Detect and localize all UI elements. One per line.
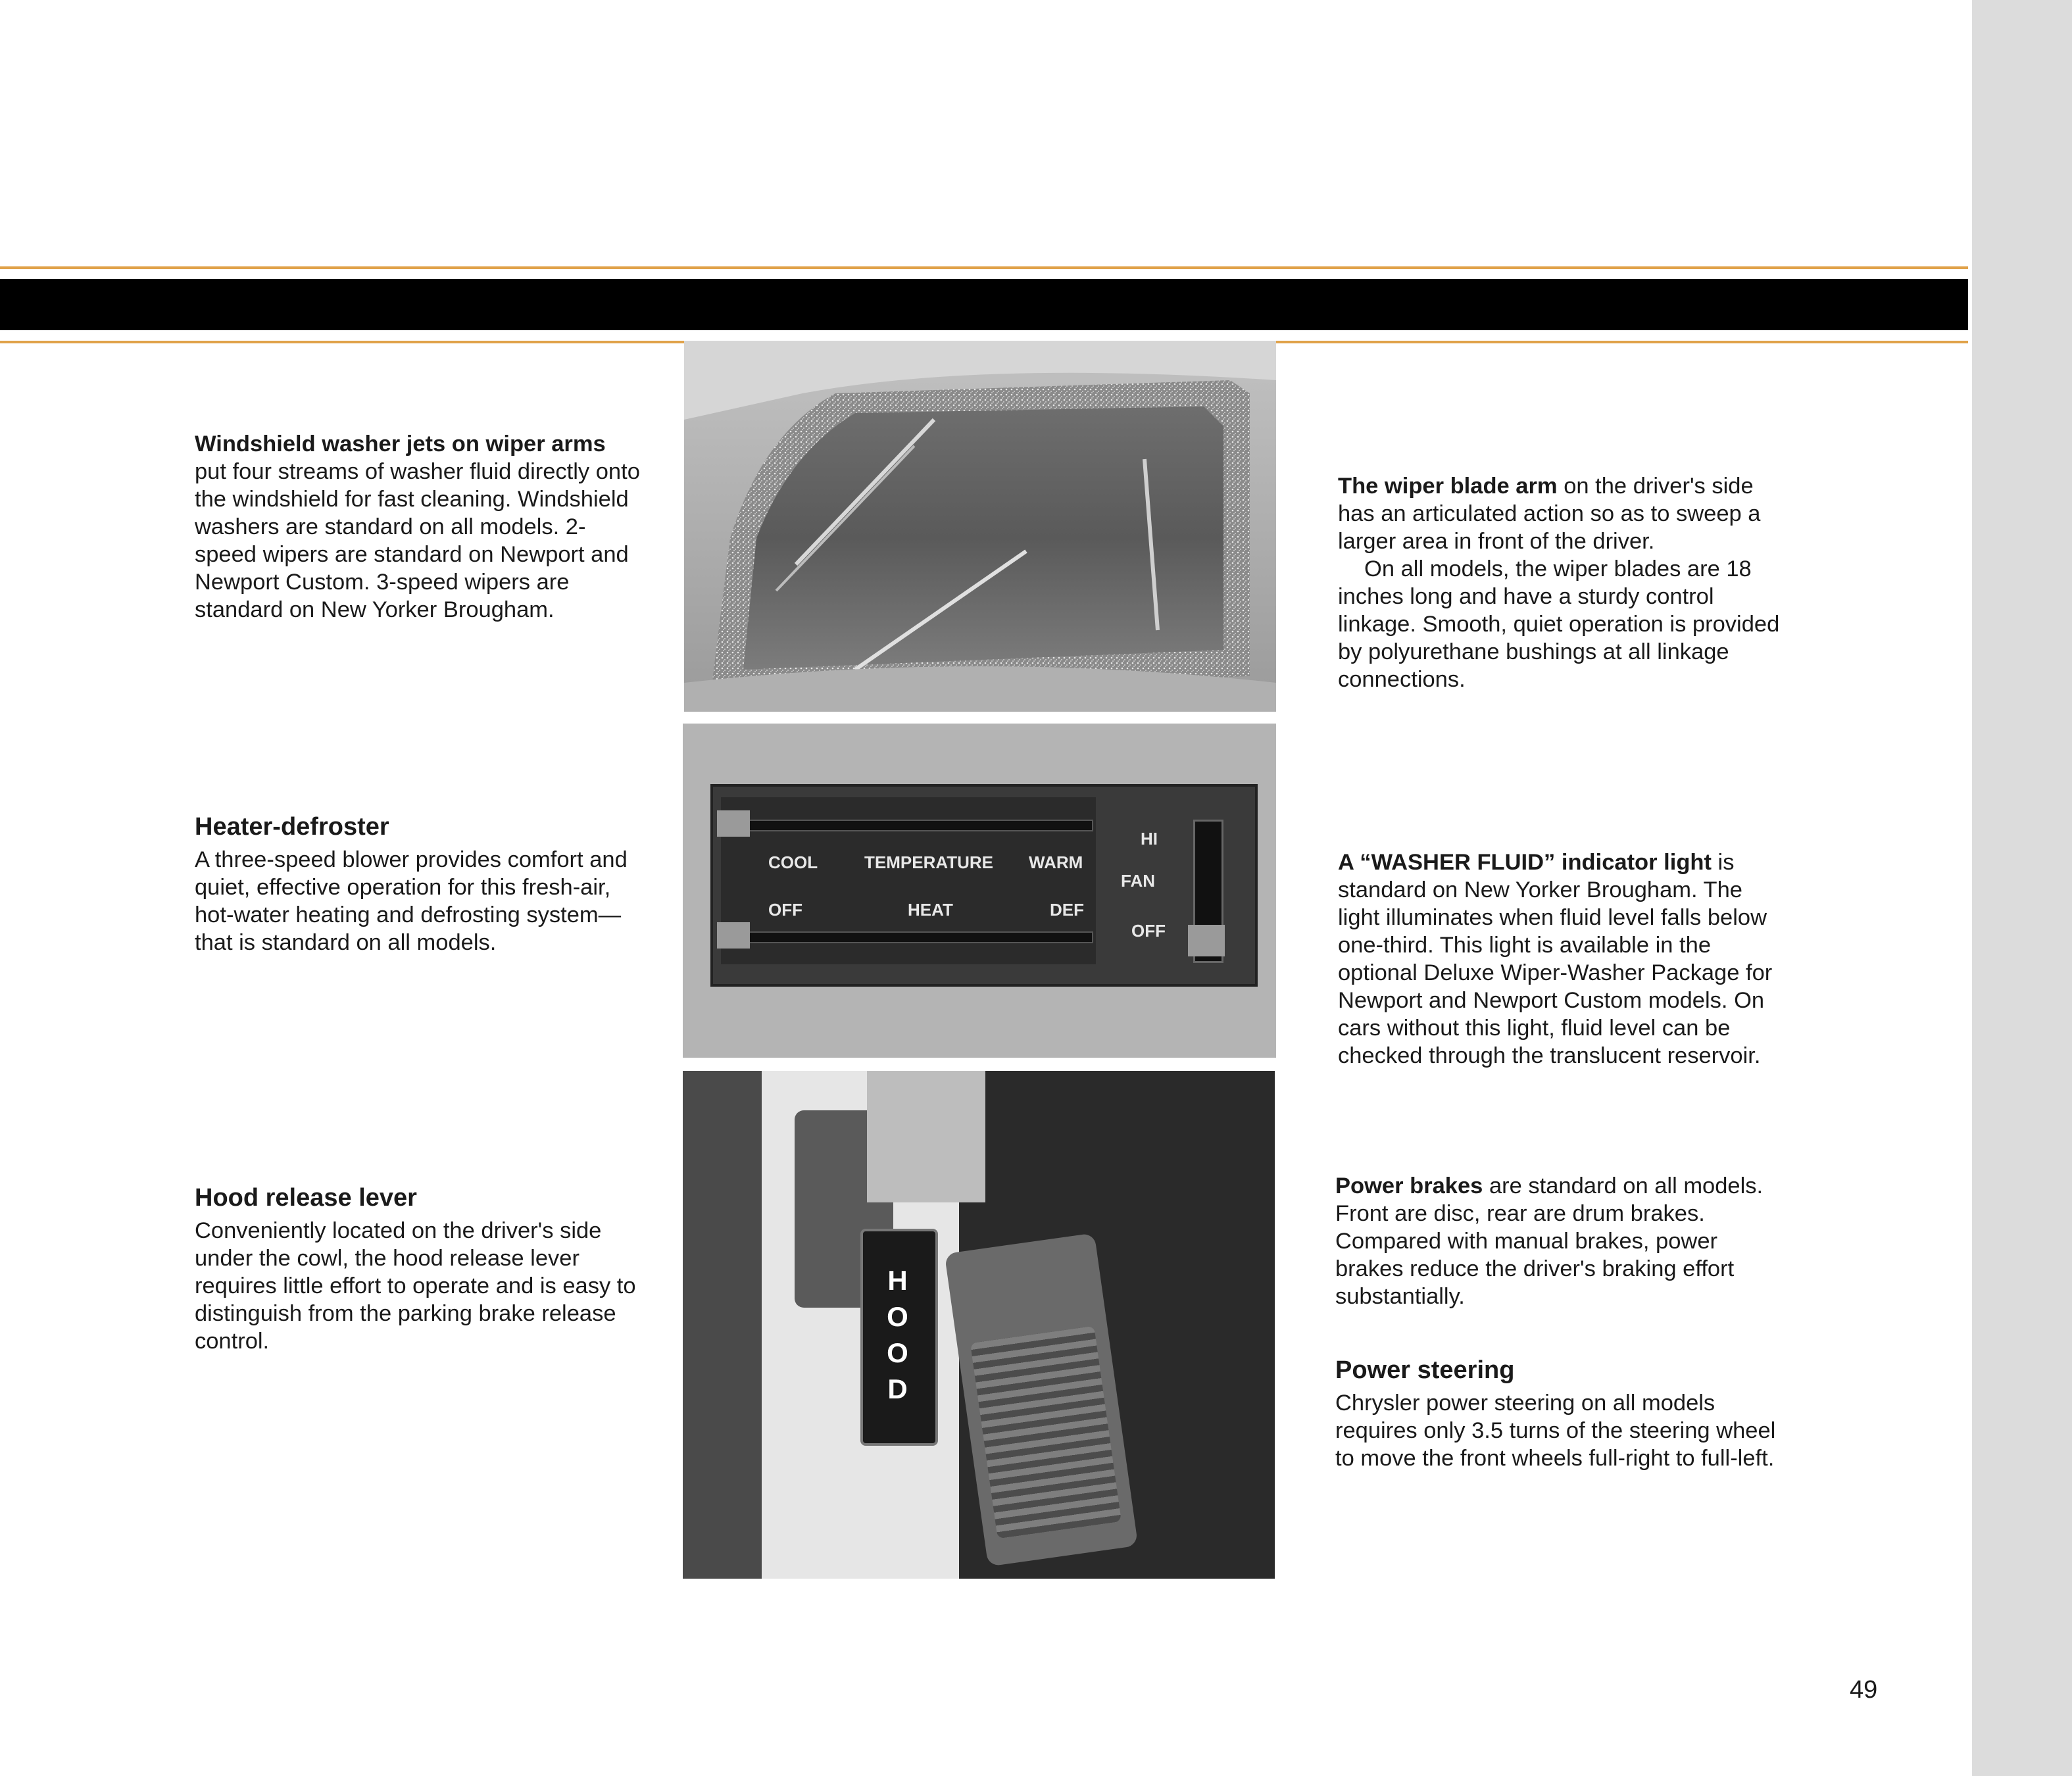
page-gutter — [1972, 0, 2072, 1776]
temperature-label: TEMPERATURE — [864, 852, 993, 872]
fan-hi-label: HI — [1141, 829, 1158, 849]
washer-light-section — [1338, 849, 1785, 1070]
power-steering-heading: Power steering — [1335, 1356, 1515, 1384]
hood-release-heading: Hood release lever — [195, 1184, 417, 1212]
windshield-illustration — [684, 341, 1276, 712]
washer-jets-lead: Windshield washer jets on wiper arms — [195, 432, 606, 456]
washer-jets-section — [195, 430, 642, 624]
brake-pedal — [945, 1233, 1139, 1566]
heater-control-photo — [683, 724, 1276, 1058]
windshield-photo — [684, 341, 1276, 712]
power-brakes-lead: Power brakes — [1335, 1173, 1483, 1198]
washer-light-lead: A “WASHER FLUID” indicator light — [1338, 850, 1712, 875]
hood-release-section — [195, 1183, 642, 1355]
power-brakes-body: are standard on all models. Front are disc, rear are drum brakes. Compared with manual brakes, power brakes reduce the driver's braking effort substantially. — [1335, 1173, 1764, 1309]
wiper-arm-body-2: On all models, the wiper blades are 18 inches long and have a sturdy control linkage. Smooth, quiet operation is provided by polyurethane bushings at all linkage connections. — [1338, 556, 1780, 692]
cool-label: COOL — [768, 852, 818, 872]
header-band — [0, 279, 1968, 330]
heater-defroster-heading: Heater-defroster — [195, 813, 389, 841]
temperature-lever[interactable] — [717, 810, 750, 837]
power-steering-body: Chrysler power steering on all models requires only 3.5 turns of the steering wheel to move the front wheels full-right to full-left. — [1335, 1391, 1776, 1471]
hood-release-photo — [683, 1071, 1275, 1579]
heat-label: HEAT — [908, 900, 953, 920]
washer-jets-body: put four streams of washer fluid directly onto the windshield for fast cleaning. Windshield washers are standard on all models. 2-speed wipers are standard on Newport and Newport Custom. 3-speed wipers are standard on New Yorker Brougham. — [195, 459, 640, 622]
page-number: 49 — [1850, 1676, 1878, 1704]
temperature-slider-track[interactable] — [722, 820, 1093, 831]
mode-lever[interactable] — [717, 922, 750, 949]
off-label: OFF — [768, 900, 802, 920]
washer-light-body: is standard on New Yorker Brougham. The light illuminates when fluid level falls below one-third. This light is available in the optional Deluxe Wiper-Washer Package for Newport and Newport Custom models. On cars without this light, fluid level can be checked through the translucent reservoir. — [1338, 850, 1773, 1068]
fan-lever[interactable] — [1188, 925, 1225, 956]
power-steering-section — [1335, 1355, 1783, 1472]
fan-off-label: OFF — [1131, 921, 1166, 941]
warm-label: WARM — [1029, 852, 1083, 872]
heater-defroster-section — [195, 812, 642, 956]
wiper-arm-lead: The wiper blade arm — [1338, 474, 1558, 499]
fan-label: FAN — [1121, 871, 1155, 891]
top-accent-rule — [0, 266, 1968, 269]
wiper-arm-section — [1338, 472, 1785, 693]
wiper-arm-body: on the driver's side has an articulated action so as to sweep a larger area in front of the driver. — [1338, 474, 1761, 554]
hood-release-lever[interactable] — [860, 1229, 938, 1446]
heater-defroster-body: A three-speed blower provides comfort and quiet, effective operation for this fresh-air, hot-water heating and defrosting system—that is standard on all models. — [195, 847, 628, 955]
mode-slider-track[interactable] — [722, 931, 1093, 943]
heater-control-panel — [710, 784, 1258, 987]
hood-release-body: Conveniently located on the driver's side under the cowl, the hood release lever requires little effort to operate and is easy to distinguish from the parking brake release control. — [195, 1218, 636, 1354]
power-brakes-section — [1335, 1172, 1783, 1310]
def-label: DEF — [1050, 900, 1084, 920]
hood-lever-label: HOOD — [882, 1265, 913, 1410]
